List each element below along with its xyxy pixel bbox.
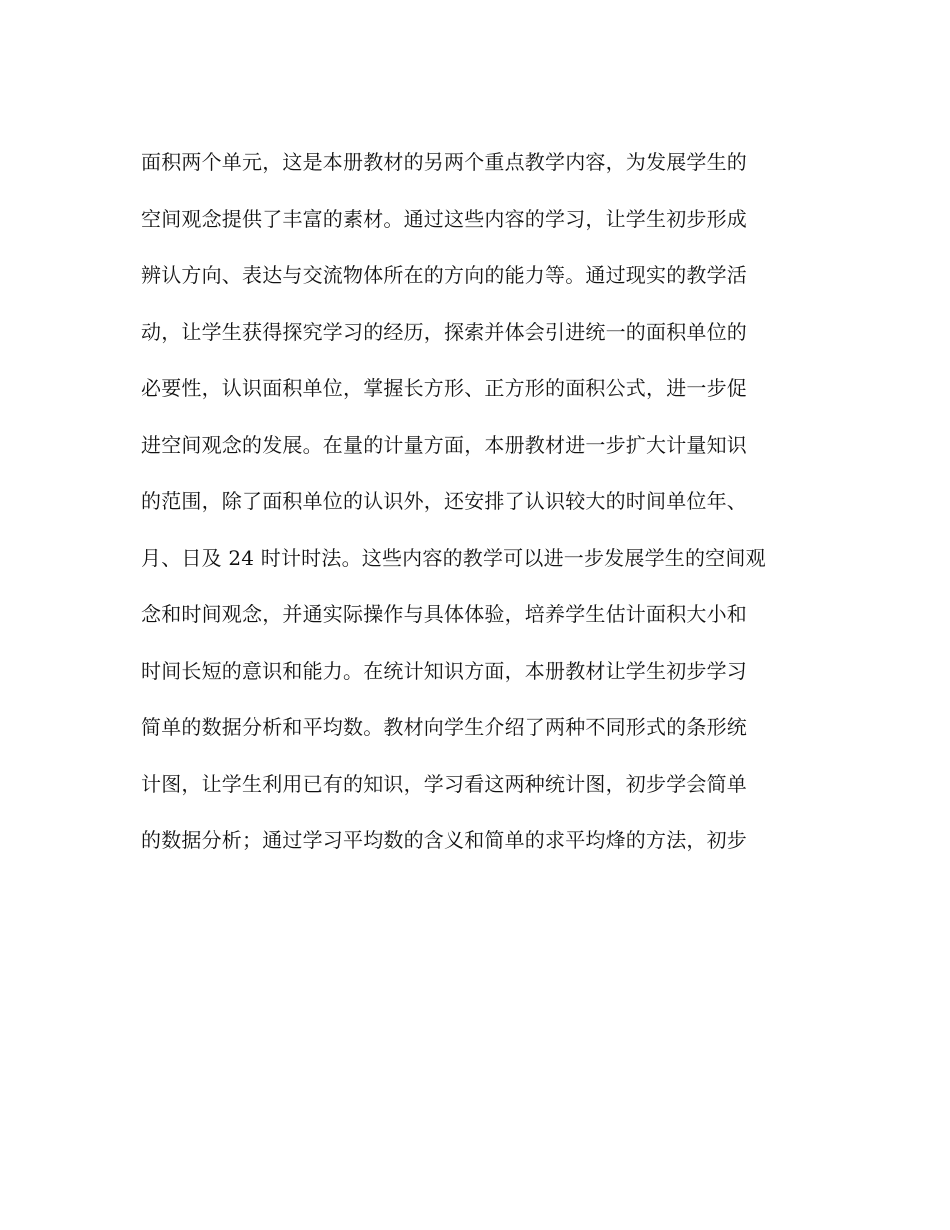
body-text	[141, 134, 821, 869]
text-line: 计图，让学生利用已有的知识，学习看这两种统计图，初步学会简单	[141, 771, 747, 796]
text-line: 时间长短的意识和能力。在统计知识方面，本册教材让学生初步学习	[141, 658, 747, 683]
text-line: 面积两个单元，这是本册教材的另两个重点教学内容，为发展学生的	[141, 150, 747, 174]
text-line: 空间观念提供了丰富的素材。通过这些内容的学习，让学生初步形成	[141, 206, 747, 231]
text-line: 必要性，认识面积单位，掌握长方形、正方形的面积公式，进一步促	[141, 376, 747, 400]
text-line: 的范围，除了面积单位的认识外，还安排了认识较大的时间单位年、	[141, 489, 747, 513]
text-line: 念和时间观念，并通实际操作与具体体验，培养学生估计面积大小和	[141, 602, 747, 626]
text-line: 进空间观念的发展。在量的计量方面，本册教材进一步扩大计量知识	[141, 432, 747, 457]
text-line: 动，让学生获得探究学习的经历，探索并体会引进统一的面积单位的	[141, 319, 747, 344]
text-line: 月、日及 24 时计时法。这些内容的教学可以进一步发展学生的空间观	[141, 545, 766, 570]
text-line: 的数据分析；通过学习平均数的含义和简单的求平均烽的方法，初步	[141, 828, 747, 852]
text-line: 简单的数据分析和平均数。教材向学生介绍了两种不同形式的条形统	[141, 715, 747, 739]
text-line: 辨认方向、表达与交流物体所在的方向的能力等。通过现实的教学活	[141, 263, 747, 287]
